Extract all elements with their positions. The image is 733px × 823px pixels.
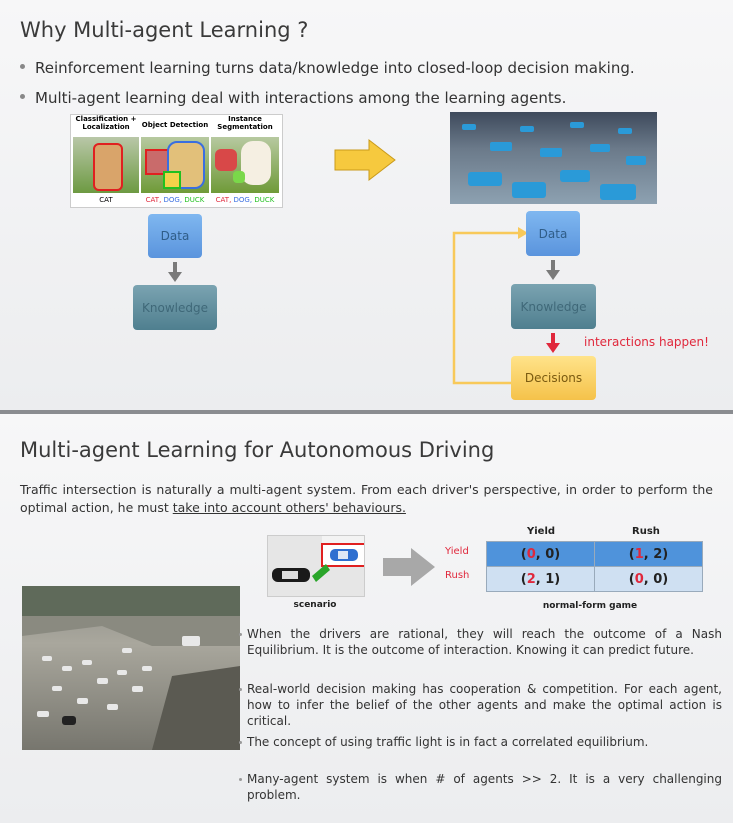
- detection-photo: [141, 137, 209, 193]
- panel-caption-classification: CAT: [99, 196, 113, 204]
- slide1-bullet-2: Multi-agent learning deal with interactions among the learning agents.: [20, 89, 566, 107]
- grey-arrow-icon: [381, 546, 437, 588]
- payoff-matrix: [486, 541, 703, 592]
- col-header-yield: Yield: [527, 526, 556, 537]
- right-arrow-icon: [333, 138, 397, 182]
- decisions-box: Decisions: [511, 356, 596, 400]
- slide2-intro: Traffic intersection is naturally a multi-agent system. From each driver's perspective, in order to perform the optimal action, he must take into account others' behaviours.: [20, 482, 713, 515]
- scenario-diagram: [267, 535, 365, 597]
- slide2-bullet-4: Many-agent system is when # of agents >> 2. It is a very challenging problem.: [247, 771, 722, 803]
- slide-why-multi-agent: [0, 0, 733, 410]
- panel-header-classification: Classification + Localization: [75, 115, 137, 131]
- underlined-phrase: take into account others' behaviours.: [172, 500, 406, 515]
- interactions-label: interactions happen!: [584, 335, 709, 349]
- cell-rush-yield: (2, 1): [487, 567, 595, 592]
- panel-header-segmentation: Instance Segmentation: [217, 115, 273, 131]
- scenario-caption: scenario: [293, 600, 337, 610]
- warehouse-robots-photo: [450, 112, 657, 204]
- right-knowledge-box: Knowledge: [511, 284, 596, 329]
- slide1-title: Why Multi-agent Learning ?: [20, 18, 309, 42]
- slide2-bullet-1: When the drivers are rational, they will reach the outcome of a Nash Equilibrium. It is the outcome of interaction. Knowing it can predict future.: [247, 626, 722, 658]
- down-arrow-icon-2: [546, 260, 560, 280]
- cat-bounding-box: [93, 143, 123, 191]
- vision-tasks-figure: [70, 114, 283, 208]
- row-header-yield: Yield: [445, 546, 469, 557]
- panel-caption-detection: CAT, DOG, DUCK: [145, 196, 205, 204]
- segmentation-photo: [211, 137, 279, 193]
- left-data-box: Data: [148, 214, 202, 258]
- panel-header-detection: Object Detection: [141, 121, 209, 129]
- traffic-intersection-photo: [22, 586, 240, 750]
- slide2-title: Multi-agent Learning for Autonomous Driving: [20, 438, 495, 462]
- row-header-rush: Rush: [445, 570, 470, 581]
- slide2-bullet-3: The concept of using traffic light is in fact a correlated equilibrium.: [247, 734, 722, 750]
- red-down-arrow-icon: [546, 333, 560, 353]
- right-data-box: Data: [526, 211, 580, 256]
- slide1-bullet-1: Reinforcement learning turns data/knowledge into closed-loop decision making.: [20, 59, 635, 77]
- cat-photo: [73, 137, 139, 193]
- slide2-bullet-2: Real-world decision making has cooperation & competition. For each agent, how to infer the belief of the other agents and make the optimal action is critical.: [247, 681, 722, 729]
- game-caption: normal-form game: [542, 601, 638, 611]
- left-knowledge-box: Knowledge: [133, 285, 217, 330]
- cell-yield-yield: (0, 0): [487, 542, 595, 567]
- cell-rush-rush: (0, 0): [595, 567, 703, 592]
- col-header-rush: Rush: [632, 526, 660, 537]
- down-arrow-icon: [168, 262, 182, 282]
- cell-yield-rush: (1, 2): [595, 542, 703, 567]
- panel-caption-segmentation: CAT, DOG, DUCK: [215, 196, 275, 204]
